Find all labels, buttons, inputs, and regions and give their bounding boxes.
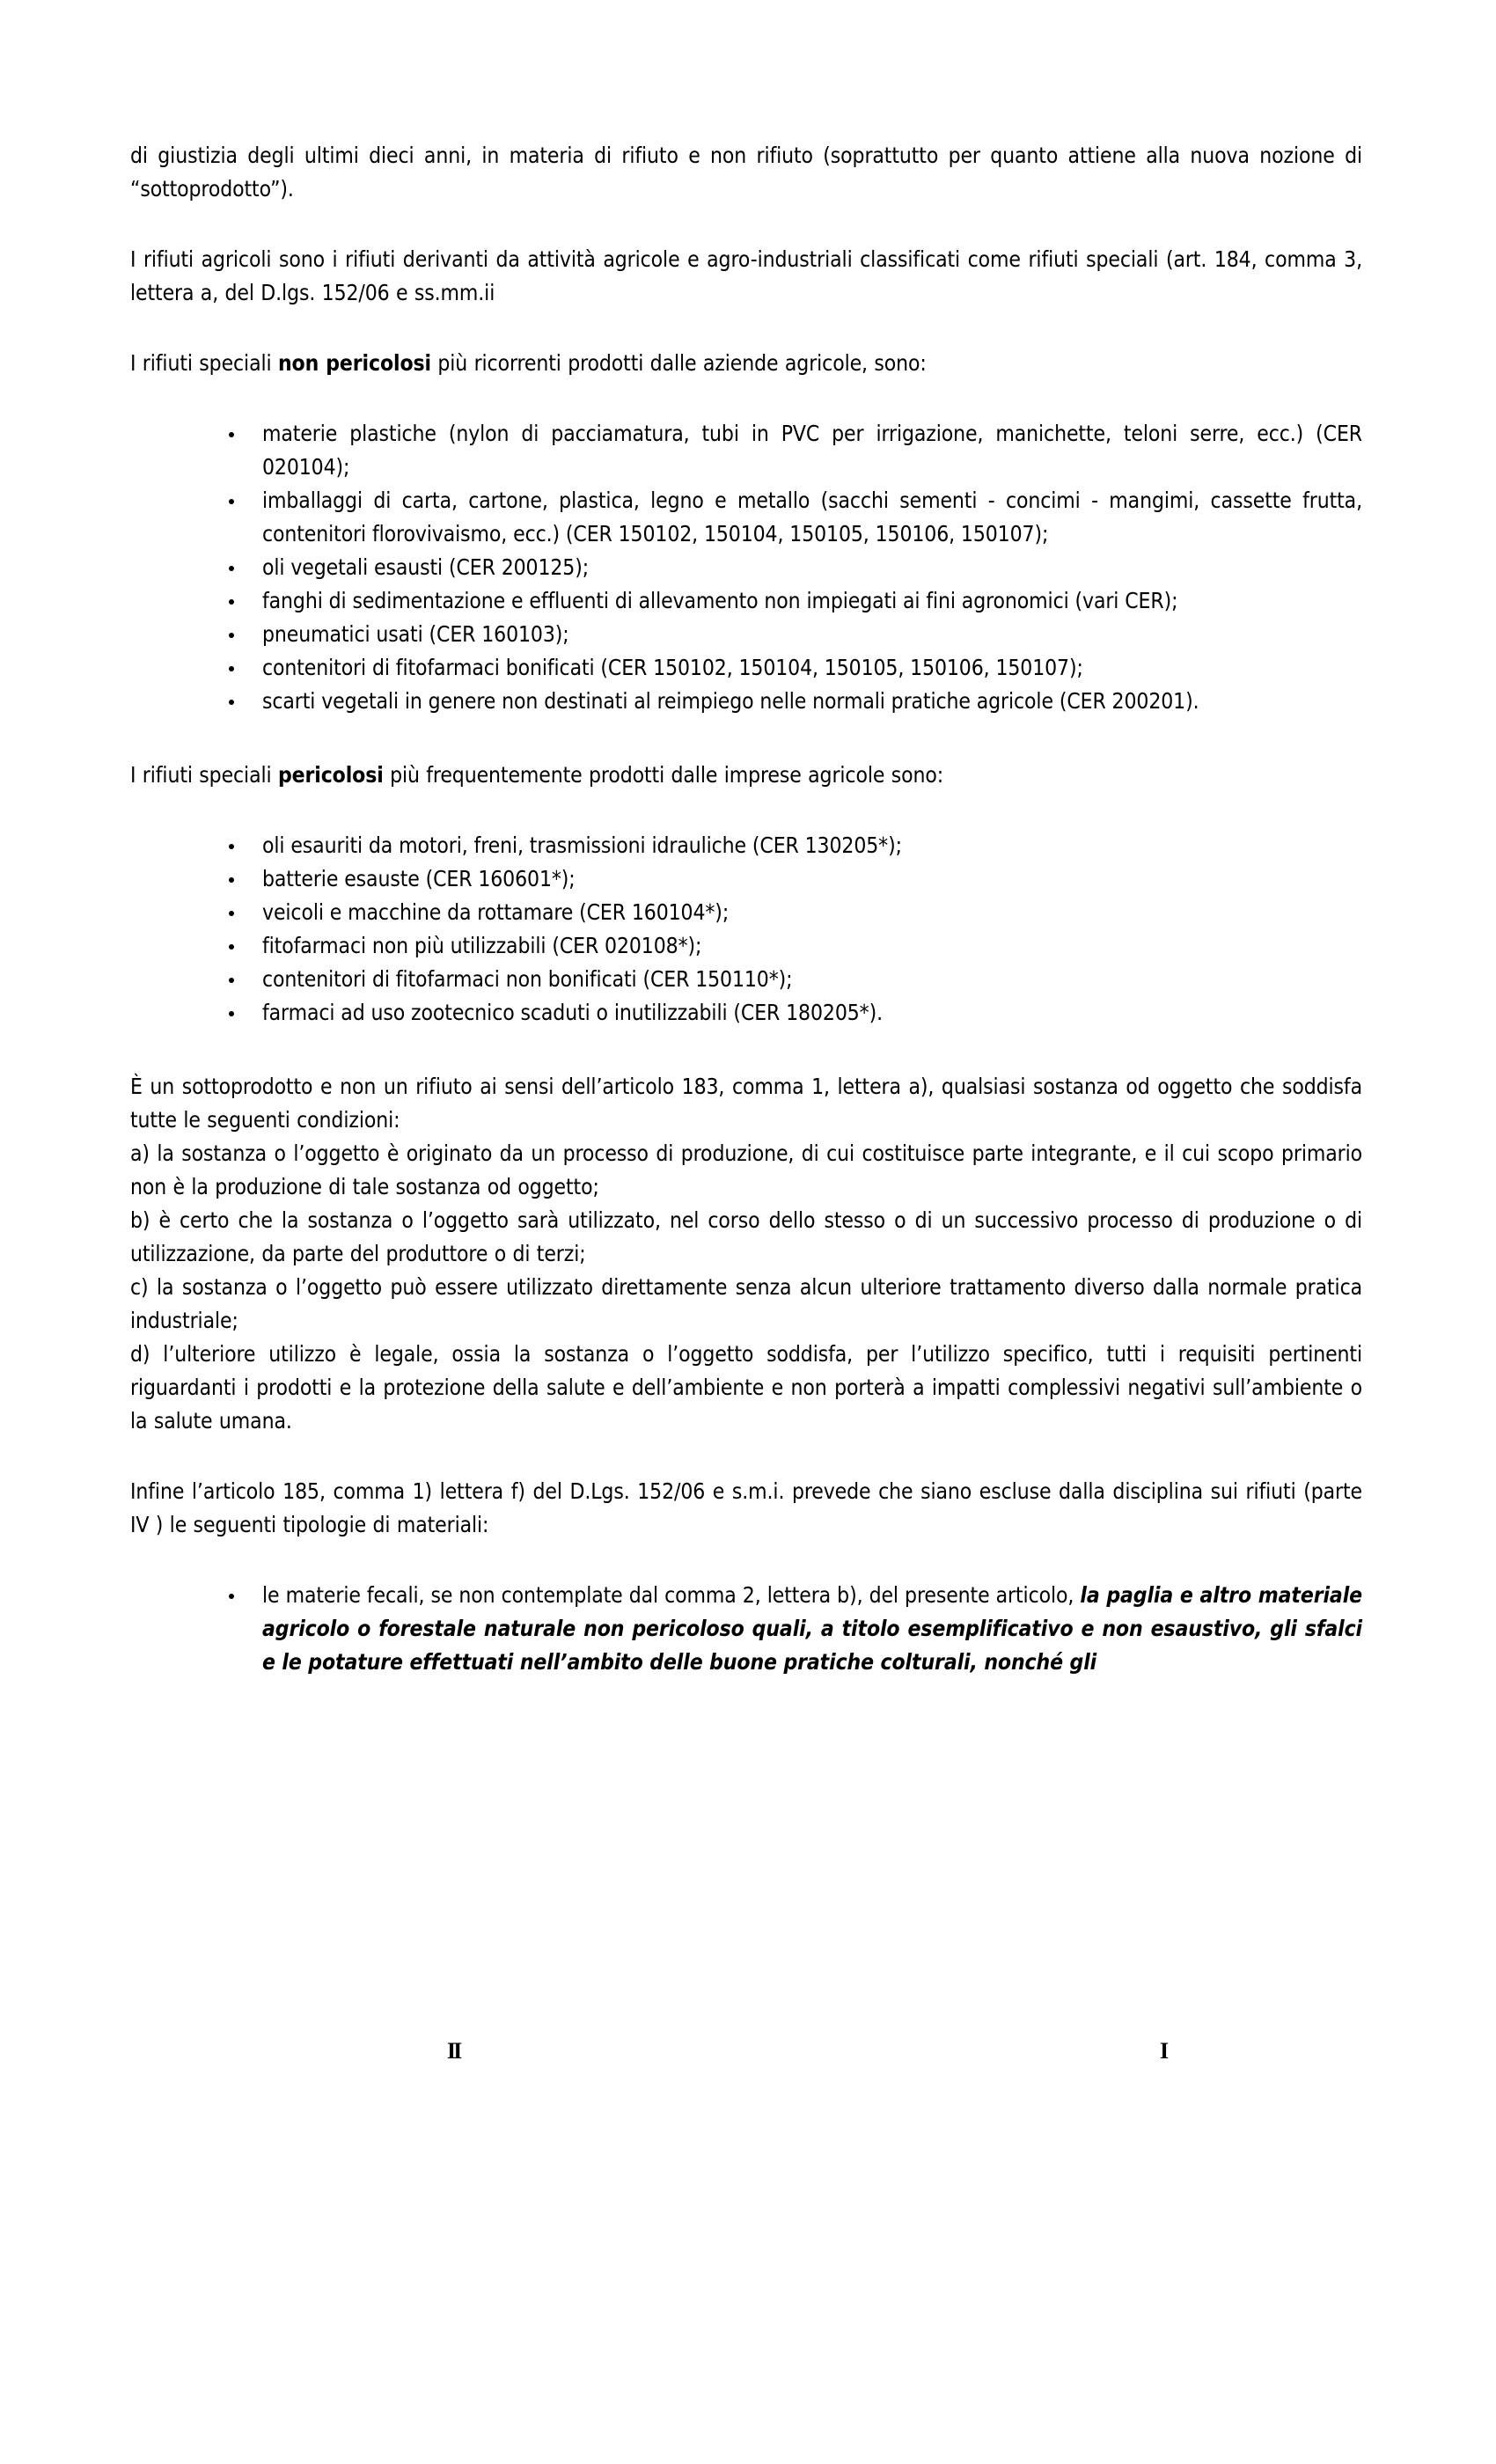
paragraph-non-pericolosi-intro — [130, 347, 1362, 380]
footer-mark-left: II — [447, 2038, 460, 2064]
list-item: scarti vegetali in genere non destinati al reimpiego nelle normali pratiche agricole (CER 200201). — [211, 685, 1362, 718]
paragraph-spacer — [130, 1542, 1362, 1579]
list-non-pericolosi — [130, 417, 1362, 718]
intro-text-before: I rifiuti speciali — [130, 762, 278, 788]
intro-bold-non-pericolosi: non pericolosi — [277, 350, 431, 376]
list-item — [211, 1579, 1362, 1679]
list-item: imballaggi di carta, cartone, plastica, legno e metallo (sacchi sementi - concimi - mangimi, cassette frutta, contenitori florovivaismo, ecc.) (CER 150102, 150104, 150105, 150106, 150107); — [211, 484, 1362, 551]
intro-text-before: I rifiuti speciali — [130, 350, 278, 376]
list-item: contenitori di fitofarmaci non bonificati (CER 150110*); — [211, 963, 1362, 996]
paragraph-spacer — [130, 1030, 1362, 1070]
list-item: oli esauriti da motori, freni, trasmissioni idrauliche (CER 130205*); — [211, 829, 1362, 862]
list-item: batterie esauste (CER 160601*); — [211, 862, 1362, 896]
document-body — [130, 139, 1362, 1679]
intro-text-after: più frequentemente prodotti dalle imprese agricole sono: — [383, 762, 944, 788]
list-item-emphasis-text: la paglia e altro materiale agricolo o forestale naturale non pericoloso quali, a titolo esemplificativo e non esaustivo, gli sfalci e le potature effettuati nell’ambito delle buone pratiche colturali, nonché gli — [262, 1582, 1362, 1675]
intro-text-after: più ricorrenti prodotti dalle aziende agricole, sono: — [430, 350, 927, 376]
list-item: oli vegetali esausti (CER 200125); — [211, 551, 1362, 584]
list-item: pneumatici usati (CER 160103); — [211, 618, 1362, 651]
list-item: materie plastiche (nylon di pacciamatura, tubi in PVC per irrigazione, manichette, teloni serre, ecc.) (CER 020104); — [211, 417, 1362, 484]
list-materiali-esclusi — [130, 1579, 1362, 1679]
paragraph-spacer — [130, 718, 1362, 759]
paragraph-sottoprodotto-intro: È un sottoprodotto e non un rifiuto ai sensi dell’articolo 183, comma 1, lettera a), qualsiasi sostanza od oggetto che soddisfa tutte le seguenti condizioni: — [130, 1074, 1362, 1133]
list-item: fitofarmaci non più utilizzabili (CER 020108*); — [211, 929, 1362, 963]
paragraph-condizione-d: d) l’ulteriore utilizzo è legale, ossia la sostanza o l’oggetto soddisfa, per l’utilizzo specifico, tutti i requisiti pertinenti riguardanti i prodotti e la protezione della salute e dell’ambiente e non porterà a impatti complessivi negativi sull’ambiente o la salute umana. — [130, 1341, 1362, 1434]
list-item: farmaci ad uso zootecnico scaduti o inutilizzabili (CER 180205*). — [211, 996, 1362, 1030]
page-footer — [130, 2024, 1362, 2077]
paragraph-giustizia: di giustizia degli ultimi dieci anni, in materia di rifiuto e non rifiuto (soprattutto per quanto attiene alla nuova nozione di “sottoprodotto”). — [130, 143, 1362, 202]
paragraph-spacer — [130, 792, 1362, 829]
footer-mark-right: I — [1160, 2038, 1170, 2064]
paragraph-spacer — [130, 380, 1362, 417]
paragraph-infine-articolo-185: Infine l’articolo 185, comma 1) lettera f) del D.Lgs. 152/06 e s.m.i. prevede che siano escluse dalla disciplina sui rifiuti (parte IV ) le seguenti tipologie di materiali: — [130, 1478, 1362, 1537]
paragraph-rifiuti-agricoli: I rifiuti agricoli sono i rifiuti derivanti da attività agricole e agro-industriali classificati come rifiuti speciali (art. 184, comma 3, lettera a, del D.lgs. 152/06 e ss.mm.ii — [130, 246, 1362, 305]
paragraph-spacer — [130, 206, 1362, 243]
list-pericolosi — [130, 829, 1362, 1030]
paragraph-pericolosi-intro — [130, 759, 1362, 792]
paragraph-condizione-c: c) la sostanza o l’oggetto può essere utilizzato direttamente senza alcun ulteriore trattamento diverso dalla normale pratica industriale; — [130, 1274, 1362, 1333]
list-item: veicoli e macchine da rottamare (CER 160104*); — [211, 896, 1362, 929]
paragraph-spacer — [130, 310, 1362, 347]
paragraph-spacer — [130, 1438, 1362, 1475]
list-item-plain-text: le materie fecali, se non contemplate dal comma 2, lettera b), del presente articolo, — [262, 1582, 1081, 1608]
list-item: contenitori di fitofarmaci bonificati (CER 150102, 150104, 150105, 150106, 150107); — [211, 651, 1362, 685]
paragraph-condizione-a: a) la sostanza o l’oggetto è originato da un processo di produzione, di cui costituisce parte integrante, e il cui scopo primario non è la produzione di tale sostanza od oggetto; — [130, 1140, 1362, 1199]
paragraph-condizione-b: b) è certo che la sostanza o l’oggetto sarà utilizzato, nel corso dello stesso o di un successivo processo di produzione o di utilizzazione, da parte del produttore o di terzi; — [130, 1207, 1362, 1266]
list-item: fanghi di sedimentazione e effluenti di allevamento non impiegati ai fini agronomici (vari CER); — [211, 584, 1362, 618]
intro-bold-pericolosi: pericolosi — [277, 762, 384, 788]
